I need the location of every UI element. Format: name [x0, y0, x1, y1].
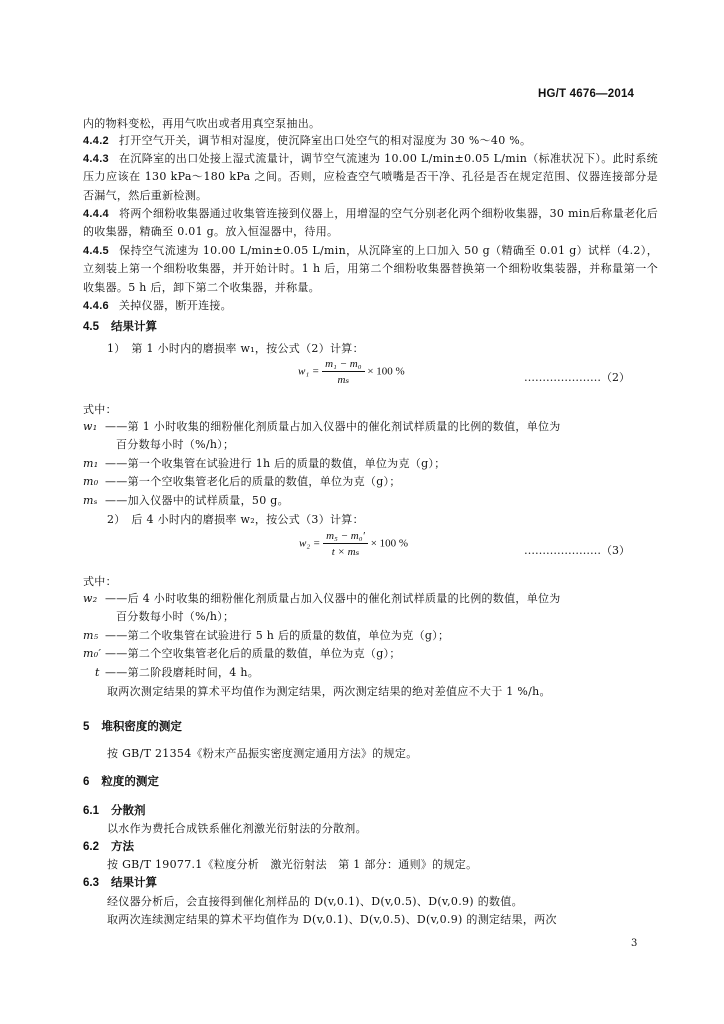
clause-number: 4.4.5: [83, 245, 109, 257]
definition-text: ——第二阶段磨耗时间，4 h。: [105, 665, 260, 679]
definition-text: ——第一个空收集管老化后的质量的数值，单位为克（g）；: [105, 475, 401, 489]
definition-symbol: w₂: [83, 592, 98, 605]
definition-symbol: m₁: [83, 456, 99, 470]
section-6-3-line-2: 取两次连续测定结果的算术平均值作为 D(v,0.1)、D(v,0.5)、D(v,0.9) 的测定结果，两次: [107, 913, 557, 926]
definition-text: 百分数每小时（%/h）；: [116, 610, 235, 624]
definition-list-1: [83, 418, 658, 510]
heading-4-5: [83, 318, 157, 334]
heading-number: 6.1: [83, 805, 99, 817]
definition-row: [83, 627, 658, 645]
definition-text: ——第 1 小时收集的细粉催化剂质量占加入仪器中的催化剂试样质量的比例的数值，单位为: [105, 420, 561, 433]
formula-fraction: [323, 530, 368, 558]
section-6-3-line-1: 经仪器分析后，会直接得到催化剂样品的 D(v,0.1)、D(v,0.5)、D(v,0.9) 的数值。: [107, 895, 523, 908]
formula-3: [299, 530, 408, 558]
heading-title: 结果计算: [111, 875, 157, 889]
definition-list-2: [83, 590, 658, 682]
definition-symbol: mₛ: [83, 493, 98, 507]
section-5-text: 按 GB/T 21354《粉末产品振实密度测定通用方法》的规定。: [107, 747, 418, 760]
heading-title: 方法: [111, 839, 134, 853]
heading-number: 6: [83, 776, 90, 788]
heading-title: 结果计算: [111, 319, 157, 333]
where-label: 式中：: [83, 403, 117, 416]
clause-number: 4.4.2: [83, 135, 109, 147]
clause-number: 4.4.3: [83, 153, 109, 165]
heading-6-2: [83, 838, 134, 854]
clause-4-4-3: [83, 150, 658, 205]
clause-text: 打开空气开关，调节相对湿度，使沉降室出口处空气的相对湿度为 30 %～40 %。: [118, 134, 532, 147]
definition-row: [83, 436, 658, 454]
definition-symbol: w₁: [83, 420, 98, 433]
heading-title: 堆积密度的测定: [101, 719, 182, 733]
clause-4-4-2: [83, 132, 658, 150]
definition-row: [83, 645, 658, 663]
section-6-2-text: 按 GB/T 19077.1《粒度分析 激光衍射法 第 1 部分：通则》的规定。: [107, 858, 478, 871]
clause-number: 4.4.6: [83, 300, 109, 312]
definition-row: [83, 590, 658, 608]
definition-row: [83, 492, 658, 510]
formula-lhs: w₁ =: [298, 365, 320, 378]
clause-4-4-4: [83, 205, 658, 242]
equation-number-2: …………………（2）: [524, 371, 630, 384]
definition-symbol: t: [95, 665, 100, 679]
heading-6-1: [83, 802, 146, 818]
section-6-1-text: 以水作为费托合成铁系催化剂激光衍射法的分散剂。: [107, 822, 367, 835]
standard-number: HG/T 4676—2014: [538, 88, 635, 100]
formula-numerator: m₅ − m₀′: [323, 530, 368, 544]
page-number: 3: [631, 938, 638, 949]
definition-text: ——第二个收集管在试验进行 5 h 后的质量的数值，单位为克（g）；: [105, 628, 450, 642]
heading-title: 分散剂: [111, 803, 146, 817]
calc-item-1: 1） 第 1 小时内的磨损率 w₁，按公式（2）计算：: [107, 342, 364, 355]
heading-number: 6.2: [83, 841, 99, 853]
definition-text: ——第一个收集管在试验进行 1h 后的质量的数值，单位为克（g）；: [105, 456, 446, 470]
definition-text: ——加入仪器中的试样质量，50 g。: [105, 493, 289, 507]
formula-denominator: t × mₛ: [331, 546, 360, 558]
heading-6-3: [83, 874, 157, 890]
formula-lhs: w₂ =: [299, 537, 321, 550]
clause-number: 4.4.4: [83, 208, 109, 220]
definition-row: [83, 418, 658, 436]
definition-text: ——后 4 小时收集的细粉催化剂质量占加入仪器中的催化剂试样质量的比例的数值，单位为: [105, 592, 561, 605]
definition-row: [83, 455, 658, 473]
formula-fraction: [322, 358, 364, 386]
heading-number: 6.3: [83, 877, 99, 889]
heading-title: 粒度的测定: [101, 774, 159, 788]
formula-rhs: × 100 %: [367, 365, 405, 378]
definition-symbol: m₅: [83, 628, 99, 642]
heading-6: [83, 773, 159, 789]
clause-text: 关掉仪器，断开连接。: [118, 299, 232, 312]
definition-symbol: m₀′: [83, 647, 102, 661]
heading-number: 5: [83, 721, 90, 733]
heading-5: [83, 718, 182, 734]
clause-text: 将两个细粉收集器通过收集管连接到仪器上，用增湿的空气分别老化两个细粉收集器，30 min后称量老化后的收集器，精确至 0.01 g。放入恒湿器中，待用。: [83, 207, 658, 239]
calc-item-2: 2） 后 4 小时内的磨损率 w₂，按公式（3）计算：: [107, 513, 364, 526]
definition-text: 百分数每小时（%/h）；: [116, 438, 235, 452]
definition-text: ——第二个空收集管老化后的质量的数值，单位为克（g）；: [105, 647, 401, 661]
where-label: 式中：: [83, 575, 117, 588]
clause-text: 在沉降室的出口处接上湿式流量计，调节空气流速为 10.00 L/min±0.05 L/min（标准状况下）。此时系统压力应该在 130 kPa～180 kPa 之间。否则，应检查空气喷嘴是否干净、孔径是否在规定范围、仪器连接部分是否漏气，然后重新检测。: [83, 152, 658, 202]
definition-row: [83, 473, 658, 491]
formula-2: [298, 358, 405, 386]
heading-number: 4.5: [83, 321, 99, 333]
conclusion: 取两次测定结果的算术平均值作为测定结果，两次测定结果的绝对差值应不大于 1 %/h。: [107, 685, 551, 698]
clause-text: 保持空气流速为 10.00 L/min±0.05 L/min，从沉降室的上口加入 50 g（精确至 0.01 g）试样（4.2），立刻装上第一个细粉收集器，并开始计时。1 h 后，用第二个细粉收集器替换第一个细粉收集装器，并称量第一个收集器。5 h 后，卸下第二个收集器，并称量。: [83, 244, 658, 294]
paragraph-continuation: 内的物料变松，再用气吹出或者用真空泵抽出。: [83, 117, 321, 130]
formula-denominator: mₛ: [337, 374, 350, 386]
formula-numerator: m₁ − m₀: [322, 358, 364, 372]
definition-row: [83, 608, 658, 626]
clause-4-4-5: [83, 242, 658, 297]
equation-number-3: …………………（3）: [524, 544, 630, 557]
definition-symbol: m₀: [83, 475, 99, 489]
clause-4-4-6: [83, 297, 658, 315]
definition-row: [83, 664, 658, 682]
formula-rhs: × 100 %: [370, 537, 409, 550]
